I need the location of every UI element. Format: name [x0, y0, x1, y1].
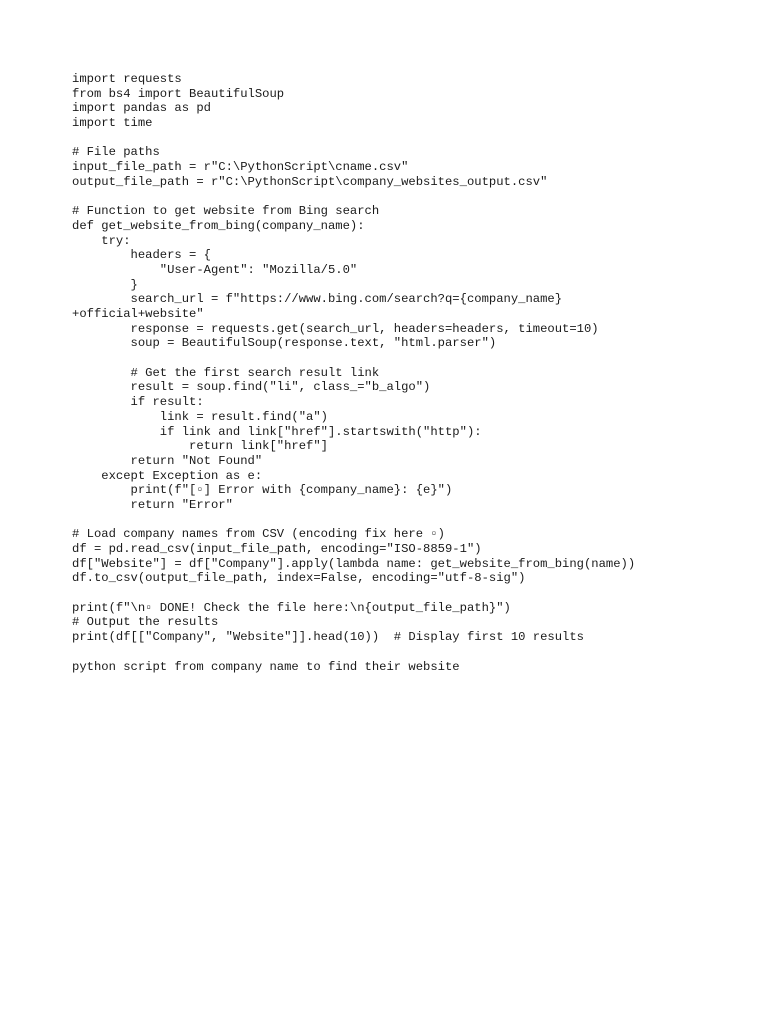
- code-line: soup = BeautifulSoup(response.text, "html.parser"): [72, 336, 497, 351]
- code-line: except Exception as e:: [72, 468, 263, 483]
- code-line: if link and link["href"].startswith("http"):: [72, 424, 482, 439]
- code-line: [72, 586, 635, 601]
- code-line: response = requests.get(search_url, headers=headers, timeout=10): [72, 321, 599, 336]
- code-line: +official+website": [72, 307, 204, 321]
- code-line: # Load company names from CSV (encoding fix here ▫): [72, 527, 445, 542]
- code-line: print(f"[▫] Error with {company_name}: {e}"): [72, 483, 453, 498]
- code-line: def get_website_from_bing(company_name):: [72, 218, 365, 233]
- code-line: from bs4 import BeautifulSoup: [72, 86, 285, 101]
- code-line: import pandas as pd: [72, 101, 211, 116]
- code-line: }: [72, 277, 138, 292]
- code-line: output_file_path = r"C:\PythonScript\company_websites_output.csv": [72, 174, 548, 189]
- code-line: import requests: [72, 72, 182, 86]
- code-line: headers = {: [72, 248, 211, 263]
- code-line: "User-Agent": "Mozilla/5.0": [72, 262, 358, 277]
- code-line: input_file_path = r"C:\PythonScript\cname.csv": [72, 160, 409, 175]
- code-line: df["Website"] = df["Company"].apply(lambda name: get_website_from_bing(name)): [72, 556, 636, 571]
- code-line: search_url = f"https://www.bing.com/search?q={company_name}: [72, 292, 563, 307]
- code-line: return link["href"]: [72, 439, 328, 454]
- code-line: return "Not Found": [72, 453, 263, 468]
- code-line: [72, 645, 635, 660]
- code-line: # Output the results: [72, 615, 219, 630]
- code-line: [72, 131, 635, 146]
- caption-line: python script from company name to find their website: [72, 659, 460, 674]
- code-line: result = soup.find("li", class_="b_algo"): [72, 380, 431, 395]
- code-line: # Function to get website from Bing search: [72, 204, 380, 219]
- code-line: df = pd.read_csv(input_file_path, encoding="ISO-8859-1"): [72, 542, 482, 556]
- code-line: # Get the first search result link: [72, 365, 380, 380]
- code-line: print(df[["Company", "Website"]].head(10)) # Display first 10 results: [72, 630, 584, 645]
- code-line: link = result.find("a"): [72, 409, 328, 424]
- code-line: return "Error": [72, 497, 233, 512]
- code-line: [72, 513, 635, 528]
- code-line: if result:: [72, 395, 204, 410]
- code-line: [72, 351, 635, 366]
- code-line: print(f"\n▫ DONE! Check the file here:\n{output_file_path}"): [72, 600, 511, 615]
- code-line: import time: [72, 116, 153, 131]
- code-line: df.to_csv(output_file_path, index=False, encoding="utf-8-sig"): [72, 571, 526, 586]
- code-block: [72, 72, 635, 674]
- code-line: [72, 190, 635, 205]
- code-line: try:: [72, 233, 131, 248]
- code-line: # File paths: [72, 145, 160, 160]
